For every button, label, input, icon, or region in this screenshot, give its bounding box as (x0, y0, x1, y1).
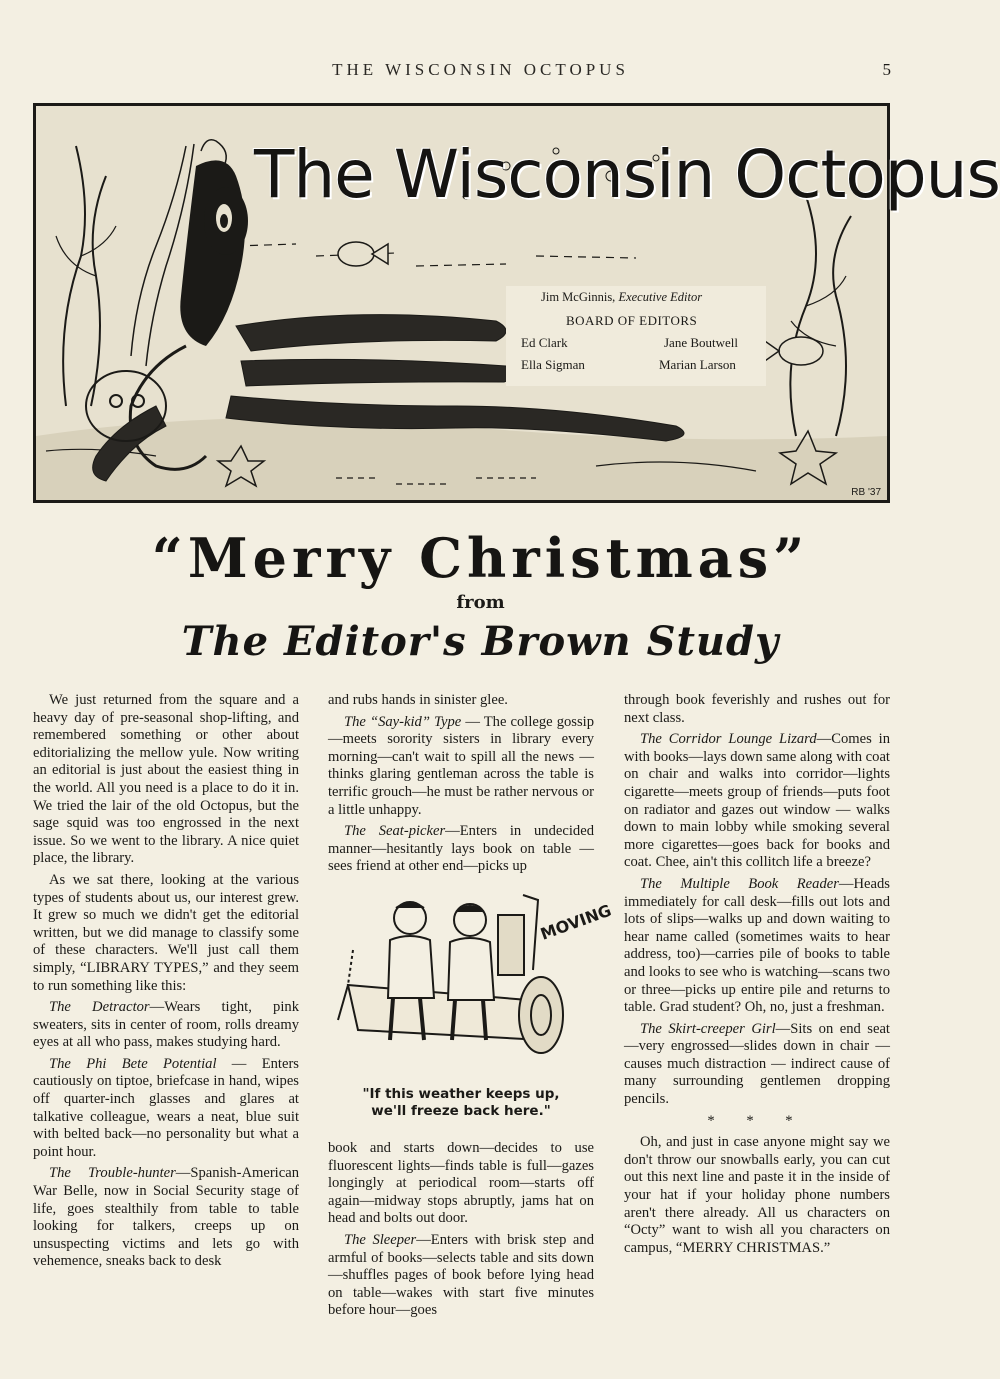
page-number: 5 (882, 60, 891, 79)
paragraph (328, 823, 594, 876)
paragraph (328, 1232, 594, 1320)
library-type-description: —Heads immediately for call desk—fills out lots and lots of slips—walks up and down waiting to hear name called (sometimes waits to hear address, too)—carries pile of books to table and looks to see who is watching—scans two or three—picks up entire pile and returns to table. Grad student? Oh, no, just a freshman. (624, 875, 890, 1016)
executive-editor-name: Jim McGinnis, (541, 290, 616, 304)
editor-name: Ed Clark (521, 335, 568, 350)
paragraph (624, 1021, 890, 1109)
caption-line: we'll freeze back here." (371, 1102, 551, 1119)
cartoon-illustration (328, 890, 614, 1082)
artist-signature: RB '37 (851, 487, 881, 498)
paragraph: Oh, and just in case anyone might say we don't throw our snowballs early, you can cut out this next line and paste it in the inside of your hat if your holiday phone numbers aren't there already. All us characters on “Octy” want to wish all you characters on campus, “MERRY CHRISTMAS.” (624, 1134, 890, 1256)
caption-line: "If this weather keeps up, (362, 1085, 560, 1102)
library-type-name: The “Say-kid” Type (344, 713, 462, 730)
paragraph (624, 876, 890, 1017)
library-type-description: — The college gossip—meets sorority sisters in library every morning—can't wait to spill all the news — thinks glaring gentleman across the table is terrific grouch—he must be rather nervous or a little unhappy. (328, 713, 594, 818)
library-type-name: The Seat-picker (344, 823, 446, 840)
article-column-3 (624, 692, 890, 1261)
running-head (0, 60, 961, 84)
library-type-name: The Corridor Lounge Lizard (640, 731, 817, 748)
library-type-name: The Phi Bete Potential (49, 1055, 217, 1072)
library-type-name: The Sleeper (344, 1231, 417, 1248)
merry-christmas-headline: “Merry Christmas” (151, 526, 810, 590)
paragraph (33, 1165, 299, 1271)
paragraph: and rubs hands in sinister glee. (328, 692, 508, 708)
paragraph (33, 999, 299, 1052)
executive-editor-role: Executive Editor (618, 290, 703, 304)
from-line: from (456, 592, 505, 613)
article-column-2 (328, 692, 614, 1324)
column-title: The Editor's Brown Study (181, 618, 780, 665)
library-type-description: —Enters in undecided manner—hesitantly lays book on table —sees friend at other end—picks up (328, 823, 594, 875)
executive-editor (541, 290, 702, 305)
library-type-name: The Skirt-creeper Girl (640, 1020, 776, 1037)
cartoon-drawing (328, 890, 614, 1082)
editor-name: Jane Boutwell (664, 335, 739, 350)
editor-name: Ella Sigman (521, 357, 585, 372)
masthead-illustration (33, 103, 1000, 503)
section-divider: * * * (707, 1112, 807, 1129)
library-type-description: — Enters cautiously on tiptoe, briefcase in hand, wipes off quarter-inch glasses and glares at talkative colleague, wears a neat, blue suit with belted back—no personality but what a point hour. (33, 1055, 299, 1160)
library-type-name: The Multiple Book Reader (640, 875, 839, 892)
paragraph (328, 714, 594, 820)
library-type-description: —Sits on end seat—very engrossed—slides down in chair — causes much distraction — indirect cause of many surrounding gentlemen dropping pencils. (624, 1020, 890, 1108)
library-type-description: —Wears tight, pink sweaters, sits in center of room, rolls dreamy eyes at all who pass, makes studying hard. (33, 999, 299, 1051)
library-type-name: The Detractor (49, 999, 150, 1016)
board-heading: BOARD OF EDITORS (566, 313, 698, 328)
library-type-description: —Enters with brisk step and armful of books—selects table and sits down—shuffles pages of book before lying head on table—wakes with start five minutes before hour—goes (328, 1231, 594, 1319)
paragraph: book and starts down—decides to use fluorescent lights—finds table is full—gazes longingly at periodical room—starts off again—midway stops abruptly, jams hat on head and bolts out door. (328, 1139, 594, 1227)
library-type-description: —Comes in with books—lays down same along with coat on chair and walks into corridor—lights cigarette—meets group of friends—puts foot on radiator and gazes out window — walks down to main lobby while smoking several more cigarettes—goes back for books and coat. Chee, ain't this collitch life a breeze? (624, 731, 890, 871)
cartoon-caption (328, 1086, 594, 1120)
masthead-title: The Wisconsin Octopus (254, 136, 1000, 213)
library-type-name: The Trouble-hunter (49, 1165, 176, 1182)
editor-name: Marian Larson (659, 357, 736, 372)
paragraph: through book feverishly and rushes out for next class. (624, 692, 890, 726)
paragraph (33, 1056, 299, 1162)
journal-name: THE WISCONSIN OCTOPUS (332, 60, 629, 79)
paragraph (624, 731, 890, 872)
paragraph: We just returned from the square and a heavy day of pre-seasonal shop-lifting, and remembered something or other about editorializing the mellow yule. Now writing an editorial is just about the easiest thing in the world. All you need is a place to do it in. We tried the lair of the old Octopus, but the sage squid was too engrossed in the next issue. So we went to the library. A nice quiet place, the library. (33, 692, 299, 867)
article-column-1 (33, 692, 299, 1275)
paragraph: As we sat there, looking at the various types of students about us, our interest grew. It grew so much we didn't get the editorial written, but we did manage to classify some of these characters. We'll just call them simply, “LIBRARY TYPES,” and they seem to run something like this: (33, 871, 299, 994)
moving-sign: MOVING (537, 900, 614, 944)
library-type-description: —Spanish-American War Belle, now in Social Security stage of life, goes stealthily from table to table looking for talkers, creeps up on unsuspecting victims and lets go with vehemence, sneaks back to desk (33, 1165, 299, 1270)
editorial-staff-box (506, 286, 766, 386)
